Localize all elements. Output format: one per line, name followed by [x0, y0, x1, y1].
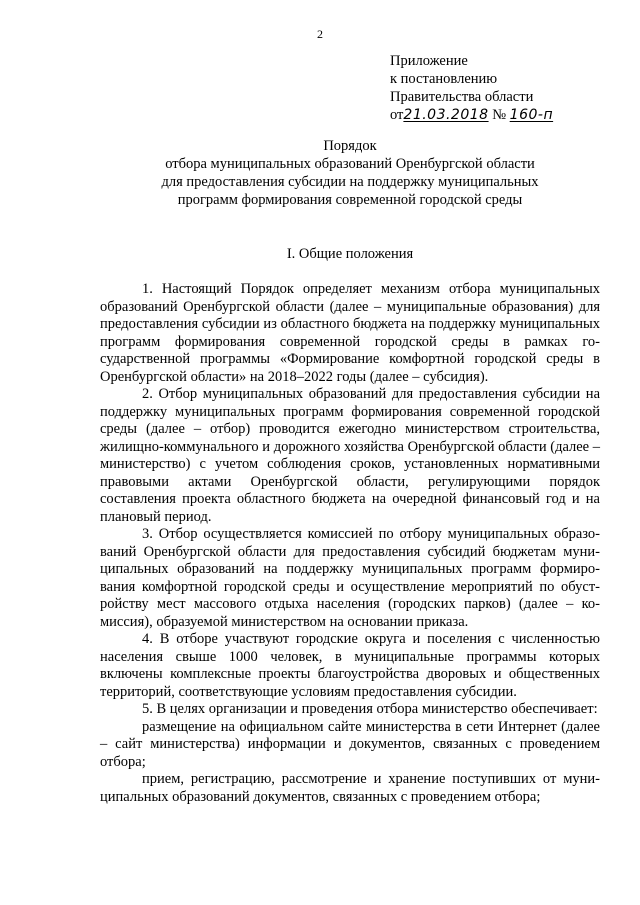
paragraph-1: 1. Настоящий Порядок определяет механизм отбора муниципальных образований Оренбургской области (далее – муниципальные образования) для предоставления субсидии из областного бюджета на поддержку муниципальных программ формирования современной городской среды в рамках государственной программы «Формирование комфортной городской среды в Оренбургской области» на 2018–2022 годы (далее – субсидия).: [100, 281, 600, 385]
title-line-1: Порядок: [323, 138, 377, 154]
page-number: 2: [317, 27, 323, 41]
paragraph-3: 3. Отбор осуществляется комиссией по отбору муниципальных образований Оренбургской области для предоставления субсидий бюджетам муниципальных образований на поддержку муниципальных программ формирования комфортной городской среды и осуществление мероприятий по обустройству мест массового отдыха населения (городских парков) (далее – комиссия), образуемой министерством на основании приказа.: [100, 526, 600, 630]
appendix-block: [390, 52, 553, 124]
number-sign: №: [492, 107, 507, 123]
paragraph-4: 4. В отборе участвуют городские округа и поселения с численностью населения свыше 1000 человек, в муниципальные программы которых включены комплексные проекты благоустройства дворовых и общественных территорий, соответствующие условиям предоставления субсидии.: [100, 631, 600, 700]
date-prefix: от: [390, 107, 404, 123]
document-title: [100, 137, 600, 209]
title-line-2: отбора муниципальных образований Оренбургской области: [165, 156, 535, 172]
section-heading: I. Общие положения: [286, 246, 414, 262]
document-body: [100, 281, 600, 806]
appendix-line-2: к постановлению: [390, 71, 498, 87]
paragraph-5-item-1: размещение на официальном сайте министерства в сети Интернет (далее – сайт министерства) информации и документов, связанных с проведением отбора;: [100, 718, 600, 770]
handwritten-date: 21.03.2018: [403, 107, 489, 123]
paragraph-5-item-2: прием, регистрацию, рассмотрение и хранение поступивших от муниципальных образований документов, связанных с проведением отбора;: [100, 771, 600, 805]
title-line-4: программ формирования современной городской среды: [177, 192, 523, 208]
handwritten-number: 160-п: [509, 107, 554, 123]
appendix-line-3: Правительства области: [390, 89, 534, 105]
appendix-date-line: [390, 106, 553, 124]
title-line-3: для предоставления субсидии на поддержку муниципальных: [161, 174, 539, 190]
paragraph-2: 2. Отбор муниципальных образований для предоставления субсидии на поддержку муниципальных программ формирования современной городской среды (далее – отбор) проводится ежегодно министерством строительства, жилищно-коммунального и дорожного хозяйства Оренбургской области (далее – министерство) с учетом соблюдения сроков, установленных нормативными правовыми актами Оренбургской области, регулирующими порядок составления проекта областного бюджета на очередной финансовый год и на плановый период.: [100, 386, 600, 525]
paragraph-5: 5. В целях организации и проведения отбора министерство обеспечивает:: [142, 701, 598, 717]
appendix-line-1: Приложение: [390, 53, 468, 69]
